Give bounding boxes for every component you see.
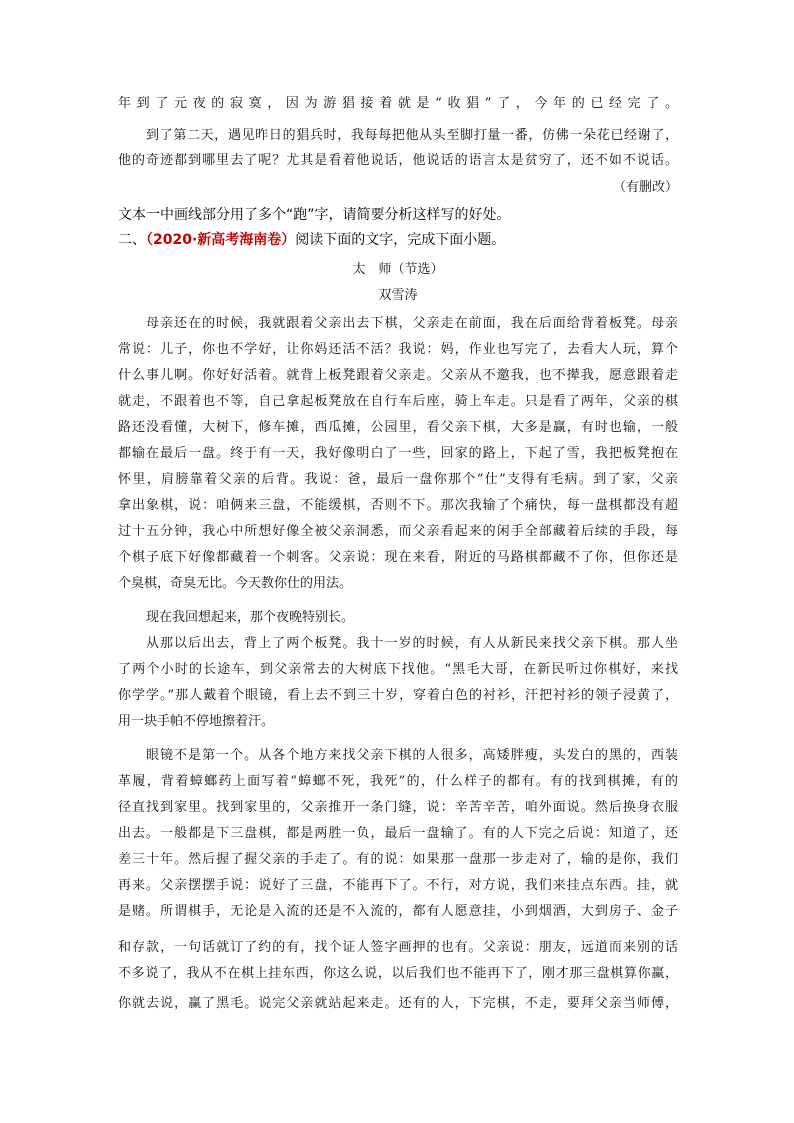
paragraph-line: 什么事儿啊。你好好活着。就背上板凳跟着父亲走。父亲从不邀我，也不撵我，愿意跟着走 [118, 368, 678, 383]
paragraph-line: 和存款，一句话就订了约的有，找个证人签字画押的也有。父亲说：朋友，远道而来别的话 [118, 940, 678, 955]
paragraph-line: 眼镜不是第一个。从各个地方来找父亲下棋的人很多，高矮胖瘦，头发白的黑的，西装 [146, 748, 678, 763]
paragraph-line: 用一块手帕不停地擦着汗。 [118, 714, 275, 729]
intro-note: （有删改） [612, 180, 678, 195]
paragraph-line: 你就去说，赢了黑毛。说完父亲就站起来走。还有的人，下完棋，不走，要拜父亲当师傅， [118, 996, 678, 1011]
paragraph-line: 出去。一般都是下三盘棋，都是两胜一负，最后一盘输了。有的人下完之后说：知道了，还 [118, 826, 678, 841]
paragraph-line: 路还没看懂，大树下，修车摊，西瓜摊，公园里，看父亲下棋，大多是赢，有时也输，一般 [118, 420, 678, 435]
paragraph-line: 再来。父亲摆摆手说：说好了三盘，不能再下了。不行，对方说，我们来挂点东西。挂，就 [118, 878, 678, 893]
paragraph-line: 都输在最后一盘。终于有一天，我好像明白了一些，回家的路上，下起了雪，我把板凳抱在 [118, 446, 678, 461]
section-heading: 二、（2020·新高考海南卷）阅读下面的文字，完成下面小题。 [118, 232, 506, 248]
paragraph-line: 常说：儿子，你也不学好，让你妈还活不活？我说：妈，作业也写完了，去看大人玩，算个 [118, 342, 678, 357]
paragraph-line: 就走，不跟着也不等，自己拿起板凳放在自行车后座，骑上车走。只是看了两年，父亲的棋 [118, 394, 678, 409]
paragraph-line: 拿出象棋，说：咱俩来三盘，不能缓棋，否则不下。那次我输了个痛快，每一盘棋都没有超 [118, 498, 678, 513]
paragraph-line: 从那以后出去，背上了两个板凳。我十一岁的时候，有人从新民来找父亲下棋。那人坐 [146, 636, 678, 651]
paragraph-line: 个棋子底下好像都藏着一个刺客。父亲说：现在来看，附近的马路棋都藏不了你，但你还是 [118, 550, 678, 565]
intro-line-3: 他的奇迹都到哪里去了呢？尤其是看着他说话，他说话的语言太是贫穷了，还不如不说话。 [118, 153, 678, 168]
paragraph-line: 了两个小时的长途车，到父亲常去的大树底下找他。“黑毛大哥，在新民听过你棋好，来找 [118, 662, 678, 677]
source-tag: （2020·新高考海南卷） [146, 232, 296, 248]
paragraph-line: 个臭棋，奇臭无比。今天教你仕的用法。 [118, 576, 353, 591]
intro-line-1: 年到了元夜的寂寞，因为游猖接着就是“收猖”了，今年的已经完了。 [118, 96, 678, 111]
article-author: 双雪涛 [378, 288, 418, 303]
article-title: 太 师（节选） [352, 262, 444, 277]
paragraph-line: 怀里，肩膀靠着父亲的后背。我说：爸，最后一盘你那个“仕”支得有毛病。到了家，父亲 [118, 472, 678, 487]
paragraph-line: 母亲还在的时候，我就跟着父亲出去下棋，父亲走在前面，我在后面给背着板凳。母亲 [146, 316, 678, 331]
question-text: 文本一中画线部分用了多个“跑”字，请简要分析这样写的好处。 [118, 207, 511, 223]
intro-line-2: 到了第二天，遇见昨日的猖兵时，我每每把他从头至脚打量一番，仿佛一朵花已经谢了， [146, 128, 678, 143]
paragraph-line: 是赌。所谓棋手，无论是入流的还是不入流的，都有人愿意挂，小到烟酒，大到房子、金子 [118, 904, 678, 919]
paragraph-line: 革履，背着蟑螂药上面写着“蟑螂不死，我死”的，什么样子的都有。有的找到棋摊，有的 [118, 774, 678, 789]
paragraph-line: 现在我回想起来，那个夜晚特别长。 [146, 610, 355, 625]
paragraph-line: 过十五分钟，我心中所想好像全被父亲洞悉，而父亲看起来的闲手全部藏着后续的手段，每 [118, 524, 678, 539]
paragraph-line: 径直找到家里。找到家里的，父亲推开一条门缝，说：辛苦辛苦，咱外面说。然后换身衣服 [118, 800, 678, 815]
paragraph-line: 你学学。”那人戴着个眼镜，看上去不到三十岁，穿着白色的衬衫，汗把衬衫的领子浸黄了， [118, 688, 678, 703]
paragraph-line: 不多说了，我从不在棋上挂东西，你这么说，以后我们也不能再下了，刚才那三盘棋算你赢， [118, 966, 678, 981]
paragraph-line: 差三十年。然后握了握父亲的手走了。有的说：如果那一盘那一步走对了，输的是你，我们 [118, 852, 678, 867]
